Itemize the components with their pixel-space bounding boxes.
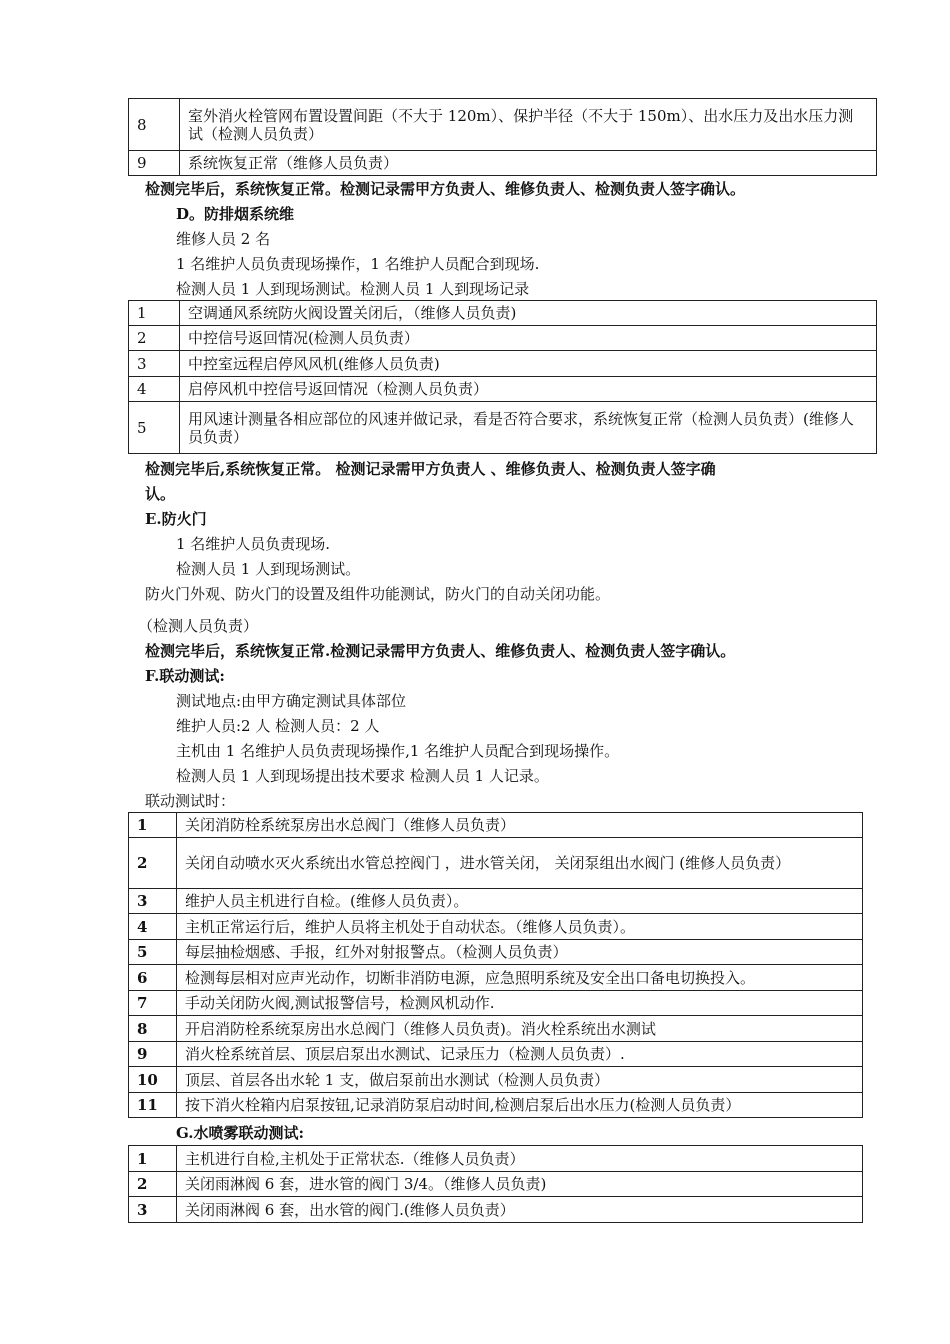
table-row <box>129 1016 863 1042</box>
table-row <box>129 402 877 454</box>
row-number: 7 <box>129 991 177 1016</box>
table-row <box>129 1146 863 1172</box>
table-g <box>128 1145 863 1223</box>
row-text: 主机进行自检,主机处于正常状态.（维修人员负责） <box>177 1146 863 1172</box>
confirmation-note: 检测完毕后，系统恢复正常。检测记录需甲方负责人、维修负责人、检测负责人签字确认。 <box>145 180 746 198</box>
table-row <box>129 1197 863 1223</box>
table-row <box>129 838 863 889</box>
row-number: 8 <box>129 99 180 151</box>
row-text: 检测每层相对应声光动作，切断非消防电源，应急照明系统及安全出口备电切换投入。 <box>177 965 863 991</box>
table-row <box>129 813 863 838</box>
table-row <box>129 326 877 351</box>
row-number: 1 <box>129 301 180 326</box>
row-number: 3 <box>129 1197 177 1223</box>
row-text: 启停风机中控信号返回情况（检测人员负责） <box>180 377 877 402</box>
row-text: 关闭自动喷水灭火系统出水管总控阀门 ，进水管关闭， 关闭泵组出水阀门 (维修人员负责） <box>177 838 863 889</box>
row-text: 系统恢复正常（维修人员负责） <box>180 151 877 176</box>
row-number: 5 <box>129 402 180 454</box>
row-number: 5 <box>129 940 177 965</box>
table-row <box>129 377 877 402</box>
table-row <box>129 151 877 176</box>
row-text: 每层抽检烟感、手报，红外对射报警点。（检测人员负责） <box>177 940 863 965</box>
row-number: 10 <box>129 1067 177 1093</box>
row-number: 8 <box>129 1016 177 1042</box>
row-number: 1 <box>129 1146 177 1172</box>
section-f-line: 检测人员 1 人到现场提出技术要求 检测人员 1 人记录。 <box>176 767 549 785</box>
row-text: 消火栓系统首层、顶层启泵出水测试、记录压力（检测人员负责）. <box>177 1042 863 1067</box>
table-row <box>129 965 863 991</box>
row-number: 4 <box>129 377 180 402</box>
row-number: 3 <box>129 889 177 914</box>
row-text: 中控室远程启停风风机(维修人员负责) <box>180 351 877 377</box>
confirmation-note: 检测完毕后,系统恢复正常。 检测记录需甲方负责人 、维修负责人、检测负责人签字确 <box>145 460 716 478</box>
row-text: 关闭消防栓系统泵房出水总阀门（维修人员负责） <box>177 813 863 838</box>
row-number: 4 <box>129 914 177 940</box>
row-text: 开启消防栓系统泵房出水总阀门（维修人员负责)。消火栓系统出水测试 <box>177 1016 863 1042</box>
section-heading-g: G.水喷雾联动测试: <box>176 1124 305 1142</box>
confirmation-note-cont: 认。 <box>145 485 176 503</box>
section-e-responsible: （检测人员负责） <box>138 617 259 635</box>
row-text: 手动关闭防火阀,测试报警信号，检测风机动作. <box>177 991 863 1016</box>
section-f-intro: 联动测试时： <box>145 792 236 810</box>
section-d-line: 1 名维护人员负责现场操作，1 名维护人员配合到现场. <box>176 255 540 273</box>
table-row <box>129 301 877 326</box>
row-number: 9 <box>129 1042 177 1067</box>
section-e-line: 1 名维护人员负责现场. <box>176 535 331 553</box>
table-row <box>129 1172 863 1197</box>
row-text: 维护人员主机进行自检。(维修人员负责）。 <box>177 889 863 914</box>
row-text: 按下消火栓箱内启泵按钮,记录消防泵启动时间,检测启泵后出水压力(检测人员负责） <box>177 1093 863 1118</box>
table-row <box>129 940 863 965</box>
row-number: 2 <box>129 1172 177 1197</box>
section-e-line: 检测人员 1 人到现场测试。 <box>176 560 361 578</box>
table-row <box>129 1067 863 1093</box>
confirmation-note: 检测完毕后，系统恢复正常.检测记录需甲方负责人、维修负责人、检测负责人签字确认。 <box>145 642 736 660</box>
row-number: 3 <box>129 351 180 377</box>
row-text: 关闭雨淋阀 6 套，出水管的阀门.(维修人员负责） <box>177 1197 863 1223</box>
table-f <box>128 812 863 1118</box>
section-heading-f: F.联动测试: <box>145 667 225 685</box>
section-d-line: 检测人员 1 人到现场测试。检测人员 1 人到现场记录 <box>176 280 530 298</box>
row-number: 2 <box>129 326 180 351</box>
table-d <box>128 300 877 454</box>
table-row <box>129 1093 863 1118</box>
table-row <box>129 914 863 940</box>
table-row <box>129 991 863 1016</box>
section-f-line: 主机由 1 名维护人员负责现场操作,1 名维护人员配合到现场操作。 <box>176 742 620 760</box>
row-number: 2 <box>129 838 177 889</box>
table-row <box>129 99 877 151</box>
table-row <box>129 351 877 377</box>
row-number: 11 <box>129 1093 177 1118</box>
section-f-line: 测试地点:由甲方确定测试具体部位 <box>176 692 407 710</box>
section-heading-d: D。防排烟系统维 <box>176 205 295 223</box>
section-d-line: 维修人员 2 名 <box>176 230 271 248</box>
table-row <box>129 1042 863 1067</box>
row-text: 主机正常运行后，维护人员将主机处于自动状态。（维修人员负责）。 <box>177 914 863 940</box>
table-row <box>129 889 863 914</box>
row-number: 6 <box>129 965 177 991</box>
row-number: 9 <box>129 151 180 176</box>
table-top <box>128 98 877 176</box>
section-heading-e: E.防火门 <box>145 510 207 528</box>
section-e-description: 防火门外观、防火门的设置及组件功能测试，防火门的自动关闭功能。 <box>145 585 611 603</box>
row-number: 1 <box>129 813 177 838</box>
row-text: 室外消火栓管网布置设置间距（不大于 120m）、保护半径（不大于 150m）、出水压力及出水压力测试（检测人员负责） <box>180 99 877 151</box>
row-text: 用风速计测量各相应部位的风速并做记录，看是否符合要求，系统恢复正常（检测人员负责）(维修人员负责） <box>180 402 877 454</box>
row-text: 关闭雨淋阀 6 套，进水管的阀门 3/4。（维修人员负责) <box>177 1172 863 1197</box>
row-text: 顶层、首层各出水轮 1 支，做启泵前出水测试（检测人员负责） <box>177 1067 863 1093</box>
row-text: 中控信号返回情况(检测人员负责） <box>180 326 877 351</box>
row-text: 空调通风系统防火阀设置关闭后，（维修人员负责) <box>180 301 877 326</box>
section-f-line: 维护人员:2 人 检测人员：2 人 <box>176 717 380 735</box>
